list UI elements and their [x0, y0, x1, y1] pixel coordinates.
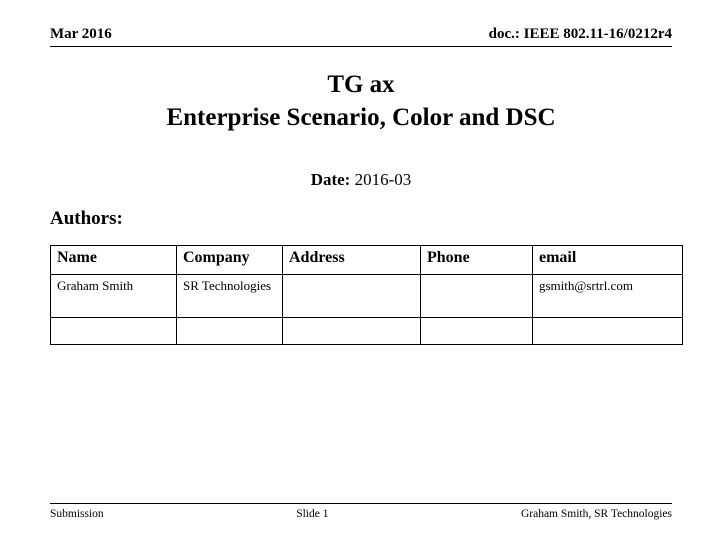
cell-company: SR Technologies — [177, 275, 283, 318]
column-header-company: Company — [177, 246, 283, 275]
column-header-phone: Phone — [421, 246, 533, 275]
table-row — [51, 275, 683, 318]
table-row — [51, 318, 683, 345]
date-line — [50, 170, 672, 190]
cell-address — [283, 318, 421, 345]
slide-footer — [50, 503, 672, 520]
column-header-email: email — [533, 246, 683, 275]
footer-author: Graham Smith, SR Technologies — [520, 508, 672, 520]
authors-label: Authors: — [50, 208, 123, 229]
table-header-row — [51, 246, 683, 275]
cell-name: Graham Smith — [51, 275, 177, 318]
cell-phone — [421, 275, 533, 318]
column-header-address: Address — [283, 246, 421, 275]
header-document-number: doc.: IEEE 802.11-16/0212r4 — [488, 26, 672, 42]
footer-slide-number: Slide 1 — [296, 508, 329, 520]
authors-table — [50, 245, 683, 345]
cell-company — [177, 318, 283, 345]
footer-submission: Submission — [50, 508, 104, 520]
column-header-name: Name — [51, 246, 177, 275]
slide-header — [50, 26, 672, 47]
cell-phone — [421, 318, 533, 345]
page-title — [50, 68, 672, 134]
cell-address — [283, 275, 421, 318]
title-line-1: TG ax — [327, 71, 395, 98]
date-value: 2016-03 — [354, 170, 412, 189]
cell-name — [51, 318, 177, 345]
header-date: Mar 2016 — [50, 26, 112, 42]
date-label: Date: — [310, 170, 351, 189]
cell-email — [533, 318, 683, 345]
cell-email: gsmith@srtrl.com — [533, 275, 683, 318]
title-line-2: Enterprise Scenario, Color and DSC — [166, 104, 556, 131]
